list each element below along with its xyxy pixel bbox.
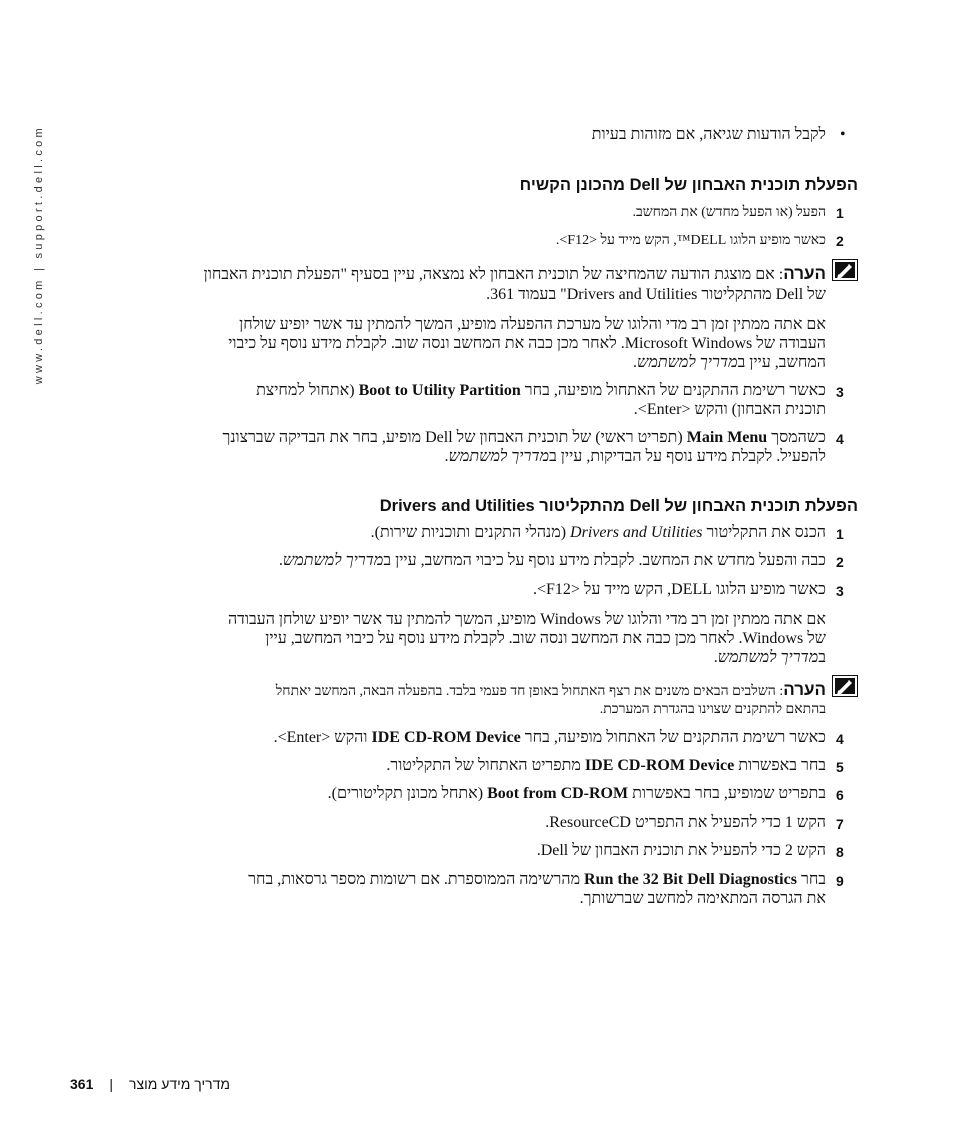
step-text: בחר באפשרות IDE CD-ROM Device מתפריט האתחול של התקליטור. — [386, 757, 826, 774]
step-number: 2 — [836, 554, 844, 570]
step-number: 1 — [836, 526, 844, 542]
section-heading-cd: הפעלת תוכנית האבחון של Dell מהתקליטור Drivers and Utilities — [379, 497, 858, 515]
step-number: 4 — [836, 731, 844, 747]
note-pencil-icon — [832, 259, 858, 281]
section-heading-hard-drive: הפעלת תוכנית האבחון של Dell מהכונן הקשיח — [519, 176, 858, 194]
step-text: כאשר רשימת ההתקנים של האתחול מופיעה, בחר Boot to Utility Partition (אתחול למחיצת — [256, 382, 826, 399]
page-number: 361 — [70, 1076, 94, 1092]
note-line: בהתאם להתקנים שצוינו בהגדרת המערכת. — [599, 702, 826, 717]
step-text: כבה והפעל מחדש את המחשב. לקבלת מידע נוסף על כיבוי המחשב, עיין במדריך למשתמש. — [278, 552, 826, 569]
step-text: כאשר מופיע הלוגו DELL, הקש מייד על <F12>. — [532, 581, 826, 598]
paragraph-line: אם אתה ממתין זמן רב מדי והלוגו של Windows מופיע, המשך להמתין עד אשר יופיע שולחן העבודה — [227, 611, 826, 628]
step-text: הקש 2 כדי להפעיל את תוכנית האבחון של Dell. — [536, 842, 826, 859]
step-text-cont: תוכנית האבחון) והקש <Enter>. — [633, 401, 826, 418]
step-number: 3 — [836, 384, 844, 400]
step-text: כשהמסך Main Menu (תפריט ראשי) של תוכנית האבחון של Dell מופיע, בחר את הבדיקה שברצונך — [222, 429, 826, 446]
paragraph-line: של Windows. לאחר מכן כבה את המחשב ונסה שוב. לקבלת מידע נוסף על כיבוי המחשב, עיין — [265, 630, 826, 647]
footer-divider: | — [109, 1076, 113, 1092]
step-number: 3 — [836, 583, 844, 599]
step-number: 5 — [836, 759, 844, 775]
bullet-dot: • — [840, 126, 846, 143]
step-text: כאשר רשימת ההתקנים של האתחול מופיעה, בחר IDE CD-ROM Device והקש <Enter>. — [273, 729, 826, 746]
step-text: כאשר מופיע הלוגו DELL™, הקש מייד על <F12>. — [555, 233, 826, 248]
page-footer — [70, 1076, 230, 1092]
paragraph-line: המחשב, עיין במדריך למשתמש. — [633, 354, 826, 371]
step-number: 4 — [836, 431, 844, 447]
bullet-item-text: לקבל הודעות שגיאה, אם מזוהות בעיות — [591, 126, 826, 143]
step-text: הפעל (או הפעל מחדש) את המחשב. — [632, 205, 826, 220]
step-text: הכנס את התקליטור Drivers and Utilities (מנהלי התקנים ותוכניות שירות). — [370, 524, 826, 541]
note-label: הערה — [783, 680, 826, 699]
note-pencil-icon — [832, 675, 858, 697]
step-number: 1 — [836, 205, 844, 221]
note-label: הערה — [783, 264, 826, 283]
paragraph-line: במדריך למשתמש. — [713, 649, 826, 666]
paragraph-line: העבודה של Microsoft Windows. לאחר מכן כבה את המחשב ונסה שוב. לקבלת מידע נוסף על כיבוי — [228, 335, 826, 352]
note-line — [204, 264, 826, 285]
step-number: 8 — [836, 844, 844, 860]
step-text-cont: להפעיל. לקבלת מידע נוסף על הבדיקות, עיין במדריך למשתמש. — [444, 448, 826, 465]
step-number: 9 — [836, 873, 844, 889]
note-text: : השלבים הבאים משנים את רצף האתחול באופן חד פעמי בלבד. בהפעלה הבאה, המחשב יאתחל — [275, 684, 784, 699]
footer-title: מדריך מידע מוצר — [129, 1076, 230, 1092]
step-number: 6 — [836, 787, 844, 803]
step-text: הקש 1 כדי להפעיל את התפריט ResourceCD. — [545, 814, 826, 831]
paragraph-line: אם אתה ממתין זמן רב מדי והלוגו של מערכת ההפעלה מופיע, המשך להמתין עד אשר יופיע שולחן — [239, 316, 826, 333]
step-text: בחר Run the 32 Bit Dell Diagnostics מהרשימה הממוספרת. אם רשומות מספר גרסאות, בחר — [248, 871, 826, 888]
step-text: בתפריט שמופיע, בחר באפשרות Boot from CD-ROM (אתחל מכונן תקליטורים). — [327, 785, 826, 802]
step-number: 2 — [836, 233, 844, 249]
note-line: של Dell מהתקליטור Drivers and Utilities" בעמוד 361. — [486, 286, 826, 303]
step-number: 7 — [836, 816, 844, 832]
step-text-cont: את הגרסה המתאימה למחשב שברשותך. — [579, 890, 826, 907]
note-line — [276, 680, 826, 702]
sidebar-url: www.dell.com | support.dell.com — [33, 125, 45, 385]
note-text: : אם מוצגת הודעה שהמחיצה של תוכנית האבחון לא נמצאה, עיין בסעיף "הפעלת תוכנית האבחון — [203, 266, 784, 283]
